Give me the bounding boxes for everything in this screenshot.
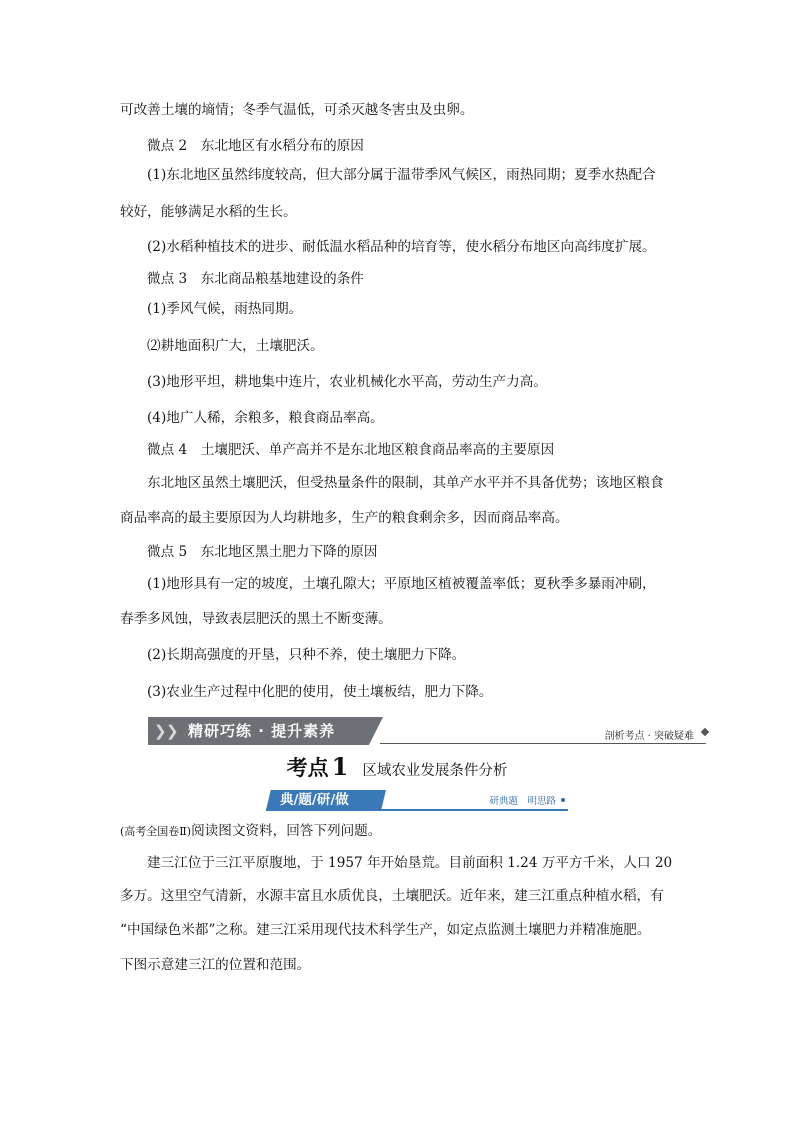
paragraph-line: 春季多风蚀，导致表层肥沃的黑土不断变薄。 <box>120 611 392 627</box>
paragraph-line: (2)长期高强度的开垦，只种不养，使土壤肥力下降。 <box>147 647 466 663</box>
paragraph-line: 商品率高的最主要原因为人均耕地多，生产的粮食剩余多，因而商品率高。 <box>120 510 569 526</box>
question-instruction: 阅读图文资料，回答下列问题。 <box>191 823 382 839</box>
paragraph-line: ⑵耕地面积广大，土壤肥沃。 <box>147 338 324 354</box>
question-intro <box>120 822 381 841</box>
banner-title: 精研巧练 · 提升素养 <box>188 722 336 740</box>
dot-icon <box>561 798 565 802</box>
paragraph-line: 微点 4 土壤肥沃、单产高并不是东北地区粮食商品率高的主要原因 <box>147 442 555 458</box>
paragraph-line: 微点 2 东北地区有水稻分布的原因 <box>147 138 364 154</box>
question-line: 多万。这里空气清新，水源丰富且水质优良，土壤肥沃。近年来，建三江重点种植水稻，有 <box>120 888 664 904</box>
topic-number: 1 <box>331 752 349 781</box>
paragraph-line: (2)水稻种植技术的进步、耐低温水稻品种的培育等，使水稻分布地区向高纬度扩展。 <box>147 239 656 255</box>
sub-banner-subtitle: 研典题 明思路 <box>489 796 556 807</box>
sub-banner-rule <box>266 809 568 811</box>
topic-heading <box>0 752 794 782</box>
paragraph-line: (3)农业生产过程中化肥的使用，使土壤板结，肥力下降。 <box>147 684 493 700</box>
question-line: 下图示意建三江的位置和范围。 <box>120 957 311 973</box>
question-line: 建三江位于三江平原腹地，于 1957 年开始垦荒。目前面积 1.24 万平方千米，人口 20 <box>147 855 673 871</box>
question-source: (高考全国卷Ⅱ) <box>120 825 192 838</box>
topic-label: 考点 <box>286 755 329 780</box>
paragraph-line: 可改善土壤的墒情；冬季气温低，可杀灭越冬害虫及虫卵。 <box>120 102 474 118</box>
paragraph-line: (3)地形平坦，耕地集中连片，农业机械化水平高，劳动生产力高。 <box>147 374 547 390</box>
section-banner <box>148 717 708 745</box>
topic-title: 区域农业发展条件分析 <box>362 763 508 779</box>
banner-subtitle: 剖析考点 · 突破疑难 <box>604 731 694 742</box>
chevron-right-icon: ❯ <box>166 722 179 740</box>
diamond-icon <box>701 728 709 736</box>
paragraph-line: 微点 5 东北地区黑土肥力下降的原因 <box>147 544 378 560</box>
paragraph-line: (1)季风气候，雨热同期。 <box>147 301 303 317</box>
paragraph-line: (4)地广人稀，余粮多，粮食商品率高。 <box>147 410 384 426</box>
banner-rule <box>380 743 706 744</box>
sub-banner <box>266 790 568 810</box>
question-line: “中国绿色米都”之称。建三江采用现代技术科学生产，如定点监测土壤肥力并精准施肥。 <box>120 922 651 938</box>
paragraph-line: (1)东北地区虽然纬度较高，但大部分属于温带季风气候区，雨热同期；夏季水热配合 <box>147 167 656 183</box>
paragraph-line: 东北地区虽然土壤肥沃，但受热量条件的限制，其单产水平并不具备优势；该地区粮食 <box>147 475 664 491</box>
paragraph-line: (1)地形具有一定的坡度，土壤孔隙大；平原地区植被覆盖率低；夏秋季多暴雨冲刷， <box>147 576 656 592</box>
paragraph-line: 较好，能够满足水稻的生长。 <box>120 204 297 220</box>
chevron-right-icon: ❯ <box>154 722 167 740</box>
paragraph-line: 微点 3 东北商品粮基地建设的条件 <box>147 271 364 287</box>
sub-banner-title: 典/题/研/做 <box>280 792 349 808</box>
